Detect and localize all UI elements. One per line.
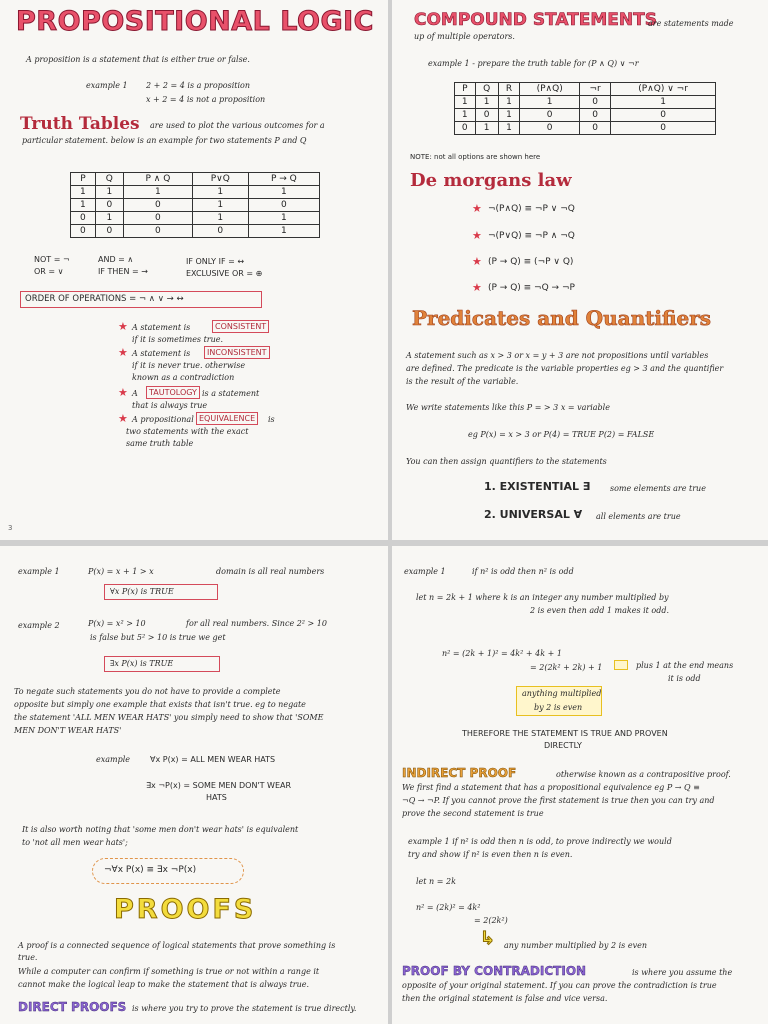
star-icon: ★: [472, 229, 482, 242]
compound-table-header: R: [498, 83, 520, 96]
exists-line: ∃x ¬P(x) = SOME MEN DON'T WEAR: [146, 781, 292, 790]
equation-2: = 2(2k² + 2k) + 1: [530, 663, 603, 672]
predicate-text-2: are defined. The predicate is the variable properties eg > 3 and the quantifier: [406, 364, 724, 373]
compound-truth-table: [454, 82, 716, 135]
equivalence-d: same truth table: [126, 439, 194, 448]
table-cell: 1: [192, 199, 248, 212]
indirect-text-2: We first find a statement that has a propositional equivalence eg P → Q ≡: [402, 783, 700, 792]
table-cell: 0: [455, 122, 476, 135]
plus-note-2: it is odd: [668, 674, 701, 683]
example-b: x + 2 = 4 is not a proposition: [146, 95, 266, 104]
equivalence-box: EQUIVALENCE: [196, 412, 258, 425]
table-row: [71, 225, 320, 238]
anything-2: by 2 is even: [534, 703, 583, 712]
predicate-text-1: A statement such as x > 3 or x = y + 3 are not propositions until variables: [406, 351, 709, 360]
table-cell: 0: [611, 109, 716, 122]
proof-text-2: true.: [18, 953, 38, 962]
table-row: [455, 96, 716, 109]
quantifier-existential: 1. EXISTENTIAL ∃: [484, 480, 591, 493]
compound-note: are statements made: [648, 19, 734, 28]
star-icon: ★: [472, 202, 482, 215]
example-1-expr: P(x) = x + 1 > x: [88, 567, 154, 576]
table-cell: 0: [520, 122, 580, 135]
star-icon: ★: [118, 386, 128, 399]
truth-table: [70, 172, 320, 238]
let-text-1: let n = 2k + 1 where k is an integer any number multiplied by: [416, 593, 669, 602]
compound-title: COMPOUND STATEMENTS: [414, 10, 657, 30]
indirect-proof-title: INDIRECT PROOF: [402, 766, 517, 780]
equivalence-a: A propositional: [132, 415, 194, 424]
example-1-label: example 1: [404, 567, 446, 576]
table-row: [71, 199, 320, 212]
tautology-box: TAUTOLOGY: [146, 386, 200, 399]
table-cell: 1: [455, 96, 476, 109]
contradiction-title: PROOF BY CONTRADICTION: [402, 964, 587, 978]
order-of-operations: ORDER OF OPERATIONS = ¬ ∧ ∨ → ↔: [25, 294, 184, 304]
truth-tables-heading: Truth Tables: [20, 114, 140, 134]
plus-note: plus 1 at the end means: [636, 661, 734, 670]
star-icon: ★: [118, 346, 128, 359]
contradiction-text-1: is where you assume the: [632, 968, 733, 977]
symbol-or: OR = ∨: [34, 267, 64, 276]
equation-3: n² = (2k)² = 4k²: [416, 903, 481, 912]
equation-1: n² = (2k + 1)² = 4k² + 4k + 1: [442, 649, 562, 658]
table-cell: 1: [192, 212, 248, 225]
let-text-2: 2 is even then add 1 makes it odd.: [530, 606, 670, 615]
symbol-iff: IF ONLY IF = ↔: [186, 257, 245, 266]
equivalence-b: is: [268, 415, 275, 424]
negate-text-4: MEN DON'T WEAR HATS': [14, 726, 122, 735]
table-cell: 0: [123, 212, 192, 225]
demorgan-heading: De morgans law: [410, 170, 572, 191]
intro-text: A proposition is a statement that is either true or false.: [26, 55, 250, 64]
compound-table-header: Q: [475, 83, 498, 96]
forall-line: ∀x P(x) = ALL MEN WEAR HATS: [150, 755, 276, 764]
tautology-b: is a statement: [202, 389, 260, 398]
table-cell: 1: [248, 212, 319, 225]
table-cell: 1: [95, 186, 123, 199]
example-1-label: example 1: [18, 567, 60, 576]
star-icon: ★: [472, 255, 482, 268]
notebook-page-1: [0, 0, 388, 540]
example-1-note: domain is all real numbers: [216, 567, 325, 576]
table-cell: 0: [95, 225, 123, 238]
inconsistent-b: if it is never true. otherwise: [132, 361, 246, 370]
page-number: 3: [8, 524, 13, 532]
table-cell: 0: [580, 109, 611, 122]
proof-text-3: While a computer can confirm if something is true or not within a range it: [18, 967, 320, 976]
predicates-heading: Predicates and Quantifiers: [412, 306, 712, 330]
page-title: PROPOSITIONAL LOGIC: [16, 6, 374, 37]
truth-table-header: P: [71, 173, 96, 186]
compound-table-header: (P∧Q): [520, 83, 580, 96]
symbol-then: IF THEN = →: [98, 267, 148, 276]
table-row: [71, 186, 320, 199]
therefore-1: THEREFORE THE STATEMENT IS TRUE AND PROVEN: [462, 729, 668, 738]
quantifier-universal: 2. UNIVERSAL ∀: [484, 508, 583, 521]
direct-proofs-title: DIRECT PROOFS: [18, 1000, 127, 1014]
truth-tables-desc-1: are used to plot the various outcomes for a: [150, 121, 325, 130]
table-cell: 0: [248, 199, 319, 212]
compound-example: example 1 - prepare the truth table for (P ∧ Q) ∨ ¬r: [428, 59, 639, 68]
exists-line-2: HATS: [206, 793, 227, 802]
compound-table-header: ¬r: [580, 83, 611, 96]
table-cell: 1: [248, 186, 319, 199]
table-cell: 1: [498, 122, 520, 135]
inconsistent-box: INCONSISTENT: [204, 346, 270, 359]
table-cell: 1: [475, 122, 498, 135]
truth-tables-desc-2: particular statement. below is an example for two statements P and Q: [22, 136, 307, 145]
predicate-text-3: is the result of the variable.: [406, 377, 519, 386]
therefore-2: DIRECTLY: [544, 741, 582, 750]
table-cell: 1: [498, 109, 520, 122]
table-cell: 0: [95, 199, 123, 212]
tautology-a: A: [132, 389, 138, 398]
table-cell: 1: [248, 225, 319, 238]
table-cell: 1: [192, 186, 248, 199]
arrow-left-icon: [614, 660, 628, 670]
any-number-note: any number multiplied by 2 is even: [504, 941, 647, 950]
negate-text-1: To negate such statements you do not have to provide a complete: [14, 687, 281, 696]
symbol-not: NOT = ¬: [34, 255, 70, 264]
table-row: [455, 122, 716, 135]
inconsistent-c: known as a contradiction: [132, 373, 235, 382]
table-cell: 1: [455, 109, 476, 122]
proof-text-1: A proof is a connected sequence of logical statements that prove something is: [18, 941, 336, 950]
truth-table-header: P ∧ Q: [123, 173, 192, 186]
indirect-text-3: ¬Q → ¬P. If you cannot prove the first statement is true then you can try and: [402, 796, 715, 805]
contradiction-text-3: then the original statement is false and vice versa.: [402, 994, 608, 1003]
existential-note: some elements are true: [610, 484, 706, 493]
example-1-result: ∀x P(x) is TRUE: [110, 587, 174, 596]
let-n: let n = 2k: [416, 877, 456, 886]
equivalence-c: two statements with the exact: [126, 427, 249, 436]
table-cell: 0: [580, 122, 611, 135]
truth-table-header: P → Q: [248, 173, 319, 186]
indirect-example-1: example 1 if n² is odd then n is odd, to prove indirectly we would: [408, 837, 672, 846]
example-label: example 1: [86, 81, 128, 90]
table-row: [71, 212, 320, 225]
indirect-example-2: try and show if n² is even then n is even.: [408, 850, 573, 859]
notebook-page-4: [392, 546, 768, 1024]
truth-table-header: Q: [95, 173, 123, 186]
equation-4: = 2(2k²): [474, 916, 508, 925]
example-word: example: [96, 755, 131, 764]
table-cell: 0: [71, 212, 96, 225]
example-2-expr: P(x) = x² > 10: [88, 619, 146, 628]
table-cell: 0: [71, 225, 96, 238]
table-cell: 0: [475, 109, 498, 122]
table-cell: 0: [520, 109, 580, 122]
demorgan-law-3: (P → Q) ≡ (¬P ∨ Q): [488, 257, 574, 267]
example-2-note: for all real numbers. Since 2² > 10: [186, 619, 327, 628]
table-row: [455, 109, 716, 122]
example-2-result: ∃x P(x) is TRUE: [110, 659, 174, 668]
arrow-down-icon: ↳: [480, 928, 496, 949]
table-cell: 1: [498, 96, 520, 109]
table-cell: 0: [611, 122, 716, 135]
star-icon: ★: [118, 412, 128, 425]
write-statement: We write statements like this P = > 3 x = variable: [406, 403, 610, 412]
assign-text: You can then assign quantifiers to the statements: [406, 457, 607, 466]
proofs-title: PROOFS: [114, 894, 257, 925]
table-note: NOTE: not all options are shown here: [410, 153, 541, 161]
table-cell: 1: [95, 212, 123, 225]
inconsistent-a: A statement is: [132, 349, 191, 358]
negate-text-3: the statement 'ALL MEN WEAR HATS' you simply need to show that 'SOME: [14, 713, 324, 722]
symbol-xor: EXCLUSIVE OR = ⊕: [186, 269, 263, 278]
direct-proofs-note: is where you try to prove the statement is true directly.: [132, 1004, 357, 1013]
table-cell: 1: [71, 199, 96, 212]
consistent-box: CONSISTENT: [212, 320, 269, 333]
indirect-text-4: prove the second statement is true: [402, 809, 544, 818]
table-cell: 1: [520, 96, 580, 109]
table-cell: 0: [123, 225, 192, 238]
symbol-and: AND = ∧: [98, 255, 134, 264]
contradiction-text-2: opposite of your original statement. If you can prove the contradiction is true: [402, 981, 717, 990]
table-cell: 1: [475, 96, 498, 109]
notebook-page-2: [392, 0, 768, 540]
consistent-b: if it is sometimes true.: [132, 335, 224, 344]
anything-1: anything multiplied: [522, 689, 602, 698]
write-example: eg P(x) = x > 3 or P(4) = TRUE P(2) = FALSE: [468, 430, 655, 439]
table-cell: 1: [71, 186, 96, 199]
proof-text-4: cannot make the logical leap to make the statement that is always true.: [18, 980, 310, 989]
worth-noting-2: to 'not all men wear hats';: [22, 838, 128, 847]
star-icon: ★: [118, 320, 128, 333]
compound-table-header: (P∧Q) ∨ ¬r: [611, 83, 716, 96]
tautology-c: that is always true: [132, 401, 208, 410]
indirect-text-1: otherwise known as a contrapositive proof.: [556, 770, 731, 779]
table-cell: 0: [192, 225, 248, 238]
demorgan-law-4: (P → Q) ≡ ¬Q → ¬P: [488, 283, 575, 293]
table-cell: 1: [123, 186, 192, 199]
negate-text-2: opposite but simply one example that exists that isn't true. eg to negate: [14, 700, 306, 709]
example-1-statement: if n² is odd then n² is odd: [472, 567, 574, 576]
demorgan-law-1: ¬(P∧Q) ≡ ¬P ∨ ¬Q: [488, 204, 575, 214]
worth-noting-1: It is also worth noting that 'some men don't wear hats' is equivalent: [22, 825, 299, 834]
cloud-expression: ¬∀x P(x) ≡ ∃x ¬P(x): [104, 865, 197, 875]
example-2-label: example 2: [18, 621, 60, 630]
consistent-a: A statement is: [132, 323, 191, 332]
compound-note-2: up of multiple operators.: [414, 32, 515, 41]
example-2-note-2: is false but 5² > 10 is true we get: [90, 633, 226, 642]
table-cell: 0: [580, 96, 611, 109]
star-icon: ★: [472, 281, 482, 294]
demorgan-law-2: ¬(P∨Q) ≡ ¬P ∧ ¬Q: [488, 231, 575, 241]
table-cell: 1: [611, 96, 716, 109]
example-a: 2 + 2 = 4 is a proposition: [146, 81, 251, 90]
table-cell: 0: [123, 199, 192, 212]
truth-table-header: P∨Q: [192, 173, 248, 186]
universal-note: all elements are true: [596, 512, 681, 521]
notebook-page-3: [0, 546, 388, 1024]
compound-table-header: P: [455, 83, 476, 96]
